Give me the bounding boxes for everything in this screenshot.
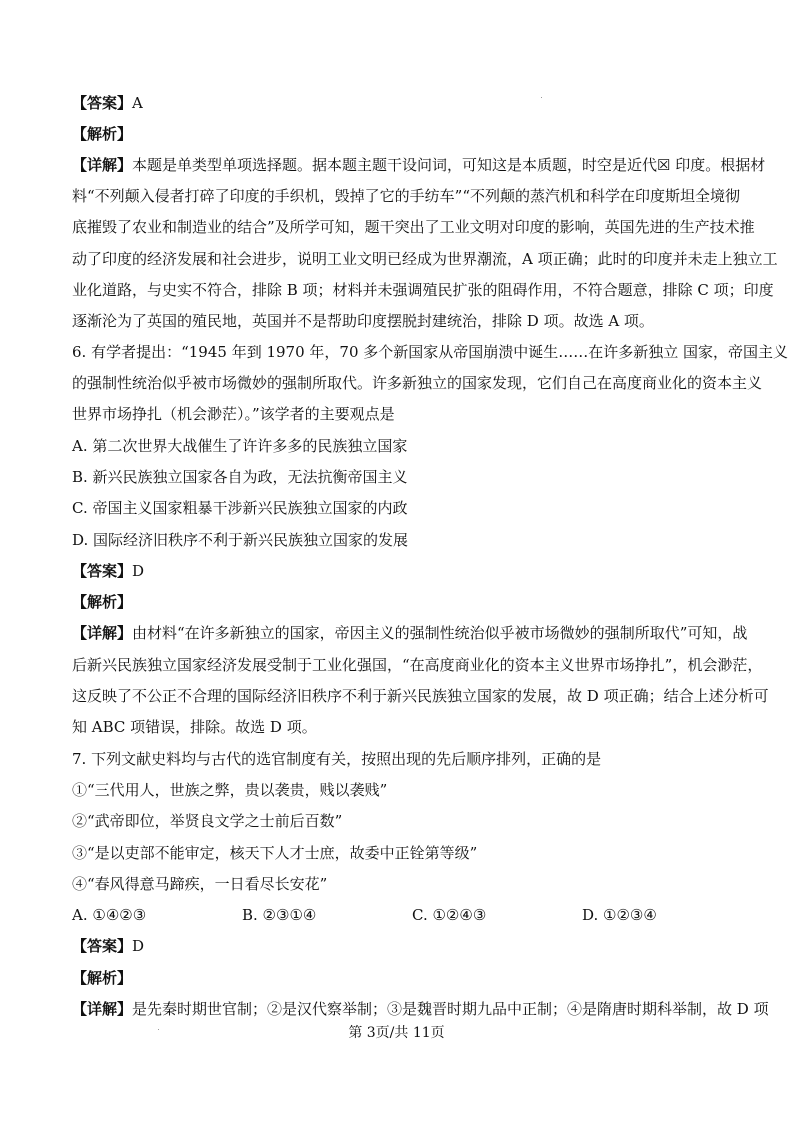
q5-detail-line: 逐渐沦为了英国的殖民地，英国并不是帮助印度摆脱封建统治，排除 D 项。故选 A 项。 [72,312,654,330]
answer-value: D [132,937,145,955]
q6-stem-line: 6. 有学者提出：“1945 年到 1970 年，70 多个新国家从帝国崩溃中诞生……在许多新独立 国家，帝国主义 [72,343,789,361]
analysis-label: 【解析】 [72,969,133,987]
q6-option-a: A. 第二次世界大战催生了许许多多的民族独立国家 [72,437,408,455]
page-number-footer: 第 3页/共 11页 [348,1025,445,1041]
q7-item-2: ②“武帝即位，举贤良文学之士前后百数” [72,812,343,830]
detail-text: 是先秦时期世官制；②是汉代察举制；③是魏晋时期九品中正制；④是隋唐时期科举制，故 D 项 [132,1000,769,1018]
detail-label: 【详解】 [72,624,133,642]
q6-detail-line: 知 ABC 项错误，排除。故选 D 项。 [72,718,317,736]
answer-label: 【答案】 [72,937,133,955]
q5-detail-line: 动了印度的经济发展和社会进步，说明工业文明已经成为世界潮流，A 项正确；此时的印度并未走上独立工 [72,250,778,268]
q5-detail-line: 业化道路，与史实不符合，排除 B 项；材料并未强调殖民扩张的阻碍作用，不符合题意，排除 C 项；印度 [72,281,774,299]
q5-detail-line [72,155,766,175]
q7-option-a: A. ①④②③ [72,906,147,924]
q7-item-3: ③“是以吏部不能审定，核天下人才士庶，故委中正铨第等级” [72,844,478,862]
detail-label: 【详解】 [72,156,133,174]
q5-answer [72,93,732,113]
q6-stem-line: 的强制性统治似乎被市场微妙的强制所取代。许多新独立的国家发现，它们自己在高度商业化的资本主义 [72,374,763,392]
q6-detail-line: 后新兴民族独立国家经济发展受制于工业化强国，“在高度商业化的资本主义世界市场挣扎”，机会渺茫， [72,656,763,674]
q6-stem-line: 世界市场挣扎（机会渺茫）。”该学者的主要观点是 [72,405,395,423]
q7-analysis [72,968,732,988]
scan-speck [541,97,542,98]
q7-options [72,905,732,925]
q6-option-b: B. 新兴民族独立国家各自为政，无法抗衡帝国主义 [72,468,408,486]
q7-detail-line [72,999,769,1019]
q6-answer [72,561,732,581]
q5-detail-line: 底摧毁了农业和制造业的结合”及所学可知，题干突出了工业文明对印度的影响，英国先进的生产技术推 [72,218,755,236]
answer-value: D [132,562,145,580]
answer-value: A [132,94,143,112]
q5-analysis [72,124,732,144]
answer-label: 【答案】 [72,562,133,580]
q7-stem: 7. 下列文献史料均与古代的选官制度有关，按照出现的先后顺序排列，正确的是 [72,750,602,768]
q7-option-c: C. ①②④③ [412,906,487,924]
q7-item-4: ④“春风得意马蹄疾，一日看尽长安花” [72,875,328,893]
q6-option-c: C. 帝国主义国家粗暴干涉新兴民族独立国家的内政 [72,499,408,517]
q6-detail-line [72,623,748,643]
scan-speck [158,1029,159,1030]
q7-item-1: ①“三代用人，世族之弊，贵以袭贵，贱以袭贱” [72,781,388,799]
analysis-label: 【解析】 [72,593,133,611]
q7-answer [72,936,732,956]
q5-detail-line: 料“不列颠入侵者打碎了印度的手织机，毁掉了它的手纺车”“不列颠的蒸汽机和科学在印度斯坦全境彻 [72,187,741,205]
q7-option-d: D. ①②③④ [582,906,657,924]
q6-detail-line: 这反映了不公正不合理的国际经济旧秩序不利于新兴民族独立国家的发展，故 D 项正确；结合上述分析可 [72,687,769,705]
analysis-label: 【解析】 [72,125,133,143]
detail-text: 由材料“在许多新独立的国家，帝因主义的强制性统治似乎被市场微妙的强制所取代”可知，战 [132,624,748,642]
q7-option-b: B. ②③①④ [242,906,317,924]
answer-label: 【答案】 [72,94,133,112]
detail-label: 【详解】 [72,1000,133,1018]
q6-option-d: D. 国际经济旧秩序不利于新兴民族独立国家的发展 [72,531,409,549]
detail-text: 本题是单类型单项选择题。据本题主题干设问词，可知这是本质题，时空是近代☒ 印度。根据材 [132,156,766,174]
q6-analysis [72,592,732,612]
